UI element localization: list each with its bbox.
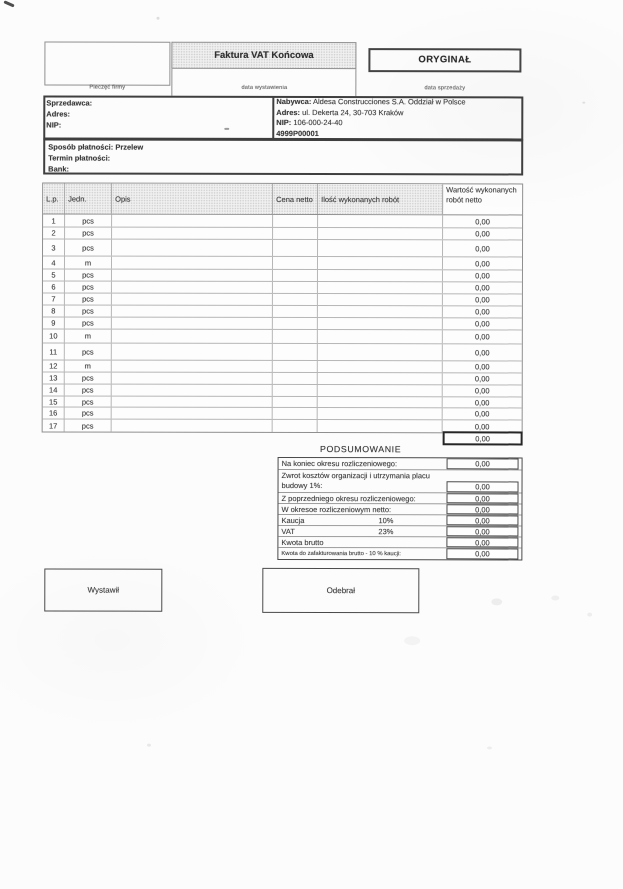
- table-row: [43, 239, 522, 257]
- buyer-nip-line: [276, 118, 521, 129]
- row-cena: [273, 240, 318, 256]
- summary-value: 0,00: [446, 526, 518, 536]
- row-cena: [273, 361, 318, 372]
- summary-value: 0,00: [446, 493, 518, 503]
- col-header-unit: Jedn.: [65, 184, 112, 214]
- row-ilosc: [318, 344, 443, 360]
- row-cena: [273, 215, 318, 227]
- row-value: 0,00: [475, 271, 490, 281]
- seller-nip-label: NIP:: [46, 120, 62, 130]
- summary-value: 0,00: [447, 481, 519, 492]
- row-opis: [112, 318, 273, 329]
- row-value: 0,00: [475, 283, 490, 293]
- row-value: 0,00: [475, 332, 490, 342]
- row-value: 0,00: [474, 421, 490, 431]
- row-lp: 9: [43, 317, 65, 328]
- buyer-address-line: [276, 108, 521, 119]
- summary-value: 0,00: [446, 537, 518, 547]
- row-unit: m: [65, 361, 112, 372]
- buyer-nip-label: NIP:: [276, 118, 292, 128]
- col-header-wartosc: Wartość wykonanych robót netto: [446, 185, 517, 204]
- row-opis: [112, 385, 273, 396]
- row-opis: [112, 215, 273, 227]
- table-row: [43, 293, 522, 306]
- row-opis: [112, 282, 273, 293]
- table-row: [43, 227, 522, 240]
- row-value: 0,00: [475, 216, 490, 226]
- row-lp: 7: [43, 293, 65, 304]
- invoice-title: Faktura VAT Końcowa: [171, 42, 356, 69]
- row-opis: [112, 240, 273, 256]
- summary-label: Kaucja: [281, 515, 305, 526]
- table-row: [43, 281, 522, 294]
- summary-row: [278, 515, 521, 527]
- seller-address-label: Adres:: [46, 109, 71, 119]
- row-cena: [273, 420, 318, 432]
- buyer-nip: 106-000-24-40: [293, 118, 343, 128]
- row-lp: 16: [43, 407, 65, 418]
- payment-method-label: Sposób płatności:: [48, 142, 114, 152]
- received-by-label: Odebrał: [326, 586, 356, 596]
- row-ilosc: [318, 330, 443, 343]
- summary-label: Na koniec okresu rozliczeniowego:: [281, 458, 398, 469]
- row-lp: 15: [43, 396, 65, 406]
- copy-type-label: ORYGINAŁ: [368, 48, 521, 72]
- summary-value: 0,00: [446, 515, 518, 525]
- buyer-heading: Nabywca:: [276, 96, 312, 107]
- row-value: 0,00: [475, 319, 490, 329]
- table-row: [43, 256, 522, 270]
- items-table: [42, 182, 524, 433]
- summary-row: [279, 458, 522, 471]
- table-row: [43, 269, 522, 282]
- row-lp: 5: [43, 269, 65, 280]
- row-cena: [273, 270, 318, 281]
- summary-value: 0,00: [446, 548, 518, 559]
- row-cena: [273, 344, 318, 360]
- row-lp: 12: [43, 360, 65, 371]
- row-cena: [273, 282, 318, 293]
- row-ilosc: [318, 318, 443, 329]
- table-row: [43, 407, 522, 420]
- summary-row: [278, 504, 521, 516]
- summary-label: W okresoe rozliczeniowym netto:: [281, 504, 392, 515]
- row-ilosc: [318, 215, 443, 227]
- row-cena: [273, 257, 318, 269]
- row-cena: [273, 397, 318, 407]
- row-cena: [273, 306, 318, 317]
- row-lp: 17: [43, 419, 65, 431]
- row-unit: pcs: [65, 420, 112, 432]
- row-unit: pcs: [65, 282, 112, 293]
- row-opis: [112, 228, 273, 239]
- summary-row: [278, 493, 521, 505]
- scan-artifact: [3, 0, 14, 7]
- summary-label: Kwota do zafakturowania brutto - 10 % kaucji:: [281, 550, 401, 558]
- row-ilosc: [318, 240, 443, 256]
- row-lp: 3: [43, 239, 65, 255]
- row-opis: [112, 408, 273, 419]
- row-opis: [112, 294, 273, 305]
- row-lp: 10: [43, 329, 65, 342]
- row-value: 0,00: [475, 243, 490, 253]
- table-row: [43, 343, 522, 361]
- row-ilosc: [318, 228, 443, 239]
- issued-by-signature-box: [44, 568, 162, 611]
- issue-date-caption: data wystawienia: [241, 84, 288, 91]
- row-ilosc: [318, 397, 443, 407]
- row-opis: [112, 257, 273, 269]
- row-lp: 8: [43, 305, 65, 316]
- items-table-body: [43, 214, 522, 432]
- row-lp: 4: [43, 256, 65, 268]
- row-unit: pcs: [65, 344, 112, 360]
- payment-method-line: [48, 141, 521, 153]
- row-ilosc: [318, 420, 443, 432]
- summary-row: [278, 548, 521, 560]
- row-ilosc: [318, 385, 443, 396]
- row-lp: 14: [43, 384, 65, 395]
- row-unit: m: [65, 257, 112, 269]
- scan-artifact: [491, 598, 502, 605]
- row-unit: pcs: [65, 215, 112, 227]
- row-opis: [112, 420, 273, 432]
- row-lp: 13: [43, 372, 65, 383]
- company-stamp-box: [44, 41, 170, 85]
- seller-block: [46, 97, 266, 130]
- row-cena: [273, 294, 318, 305]
- row-ilosc: [318, 361, 443, 372]
- table-row: [43, 384, 522, 397]
- row-value: 0,00: [474, 347, 490, 357]
- row-opis: [112, 361, 273, 372]
- parties-divider: [272, 96, 274, 140]
- scan-artifact: [487, 746, 492, 749]
- row-unit: pcs: [65, 228, 112, 239]
- summary-row: [278, 526, 521, 538]
- row-ilosc: [318, 408, 443, 419]
- row-ilosc: [318, 282, 443, 293]
- scan-artifact: [147, 744, 151, 747]
- row-unit: pcs: [65, 373, 112, 384]
- buyer-name: Aldesa Construcciones S.A. Oddział w Polsce: [313, 97, 466, 107]
- table-row: [43, 317, 522, 330]
- col-header-cena: Cena netto: [273, 184, 318, 214]
- row-opis: [112, 397, 273, 407]
- row-opis: [112, 330, 273, 343]
- buyer-ref-code: 4999P00001: [276, 128, 319, 138]
- row-value: 0,00: [474, 386, 490, 396]
- summary-label: VAT: [281, 526, 295, 536]
- summary-title: PODSUMOWANIE: [319, 444, 402, 455]
- row-unit: pcs: [65, 385, 112, 396]
- received-by-signature-box: [262, 568, 419, 613]
- row-value: 0,00: [474, 362, 490, 372]
- row-opis: [112, 344, 273, 360]
- row-unit: pcs: [65, 397, 112, 407]
- row-ilosc: [318, 270, 443, 281]
- buyer-name-line: [276, 97, 521, 108]
- row-lp: 2: [43, 227, 65, 238]
- row-value: 0,00: [475, 295, 490, 305]
- row-cena: [273, 330, 318, 343]
- summary-label: Zwrot kosztów organizacji i utrzymania placu budowy 1%:: [281, 470, 430, 490]
- scan-artifact: [582, 102, 585, 104]
- row-cena: [273, 373, 318, 384]
- row-ilosc: [318, 373, 443, 384]
- row-value: 0,00: [474, 397, 490, 407]
- col-header-opis: Opis: [112, 184, 273, 214]
- summary-table: [277, 457, 522, 561]
- col-header-lp: L.p.: [43, 183, 65, 213]
- row-opis: [112, 373, 273, 384]
- row-lp: 11: [43, 343, 65, 359]
- stamp-caption: Pieczęć firmy: [89, 84, 126, 91]
- row-opis: [112, 270, 273, 281]
- row-unit: pcs: [65, 306, 112, 317]
- payment-method-value: Przelew: [115, 142, 144, 152]
- row-value: 0,00: [474, 409, 490, 419]
- row-cena: [273, 408, 318, 419]
- row-lp: 6: [43, 281, 65, 292]
- row-value: 0,00: [475, 307, 490, 317]
- summary-row: [279, 470, 522, 494]
- table-row: [43, 329, 522, 344]
- row-ilosc: [318, 257, 443, 269]
- row-value: 0,00: [475, 229, 490, 239]
- summary-value: 0,00: [446, 504, 518, 514]
- table-row: [43, 372, 522, 385]
- issued-by-label: Wystawił: [87, 585, 120, 595]
- scan-artifact: [157, 17, 160, 20]
- summary-rate: 23%: [378, 527, 394, 537]
- payment-bank-label: Bank:: [48, 164, 70, 174]
- summary-value: 0,00: [447, 458, 519, 469]
- table-row: [43, 305, 522, 318]
- scan-artifact: [404, 636, 420, 645]
- col-header-ilosc: Ilość wykonanych robót: [318, 184, 443, 214]
- buyer-block: [276, 97, 521, 140]
- row-cena: [273, 318, 318, 329]
- row-ilosc: [318, 306, 443, 317]
- row-value: 0,00: [474, 374, 490, 384]
- row-unit: pcs: [65, 294, 112, 305]
- seller-heading: Sprzedawca:: [46, 98, 93, 108]
- row-cena: [273, 385, 318, 396]
- buyer-address-label: Adres:: [276, 107, 301, 117]
- table-row: [43, 360, 522, 373]
- summary-row: [278, 537, 521, 549]
- scan-artifact: [587, 613, 592, 617]
- row-unit: pcs: [65, 240, 112, 256]
- items-table-header: [43, 183, 522, 215]
- summary-label: Kwota brutto: [281, 537, 324, 548]
- row-cena: [273, 228, 318, 239]
- scan-artifact: [551, 596, 559, 601]
- scan-artifact: [224, 128, 229, 130]
- summary-label: Z poprzedniego okresu rozliczeniowego:: [281, 493, 416, 504]
- payment-term-label: Termin płatności:: [48, 153, 111, 163]
- row-unit: pcs: [65, 318, 112, 329]
- row-value: 0,00: [475, 258, 490, 268]
- row-lp: 1: [43, 214, 65, 226]
- row-ilosc: [318, 294, 443, 305]
- buyer-address: ul. Dekerta 24, 30-703 Kraków: [302, 107, 404, 117]
- row-unit: pcs: [65, 408, 112, 419]
- items-total-box: 0,00: [443, 431, 523, 445]
- row-unit: pcs: [65, 270, 112, 281]
- payment-box: [43, 138, 523, 175]
- row-unit: m: [65, 330, 112, 343]
- summary-rate: 10%: [378, 516, 394, 526]
- row-opis: [112, 306, 273, 317]
- table-row: [43, 214, 522, 228]
- sell-date-caption: data sprzedaży: [424, 85, 466, 92]
